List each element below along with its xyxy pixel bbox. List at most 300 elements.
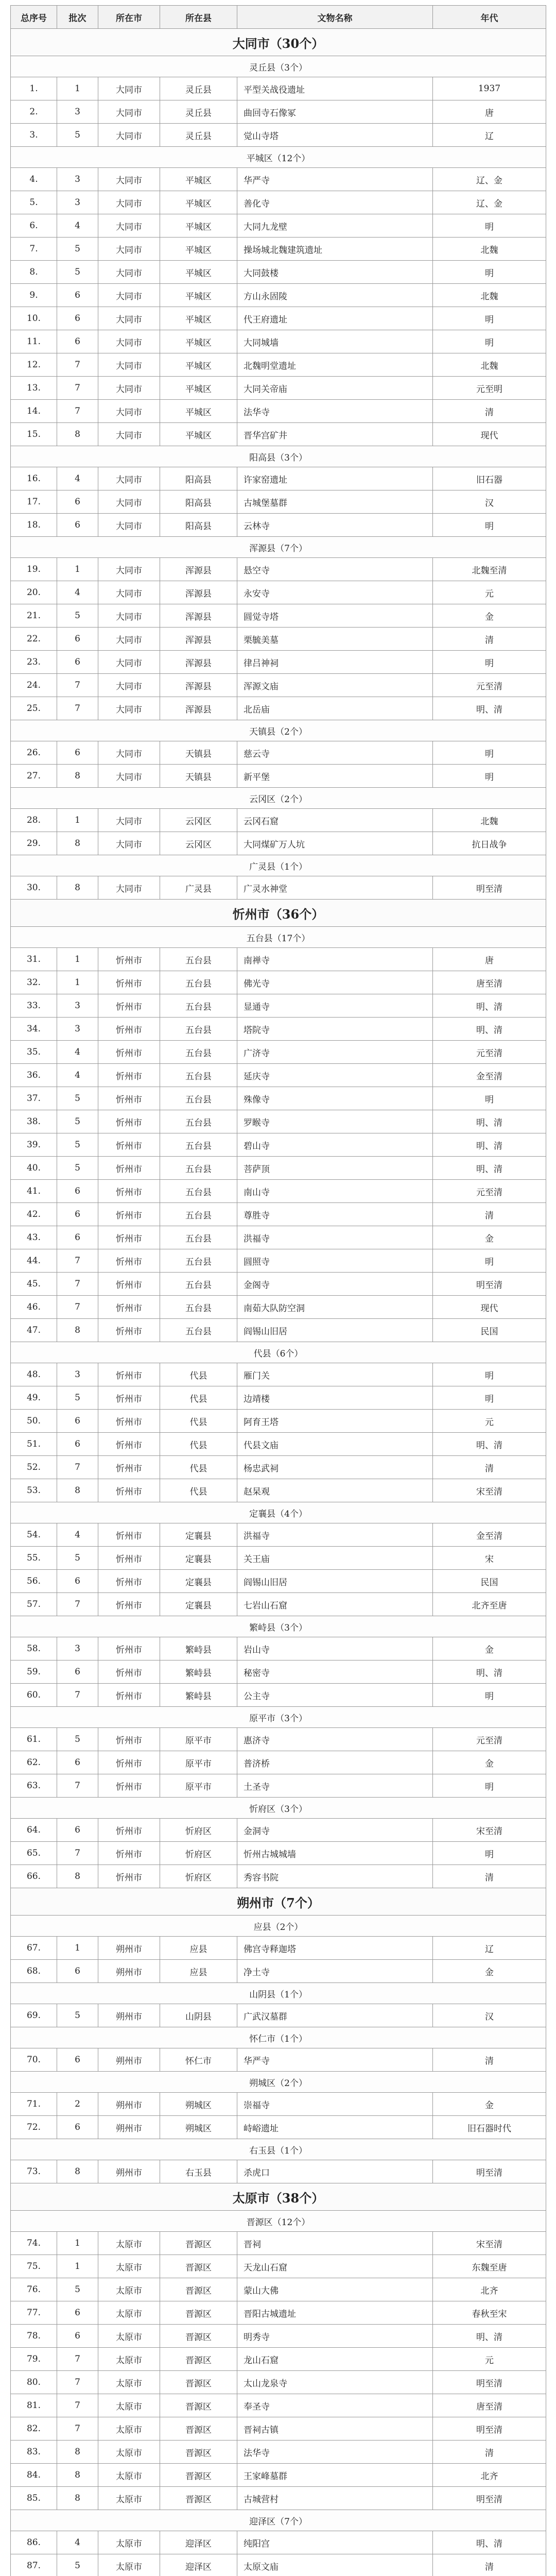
row-index: 74. xyxy=(11,2232,57,2255)
row-batch: 5 xyxy=(57,2554,98,2576)
row-city: 忻州市 xyxy=(98,1456,160,1479)
row-city: 朔州市 xyxy=(98,2160,160,2183)
row-index: 55. xyxy=(11,1547,57,1570)
row-county: 晋源区 xyxy=(160,2394,237,2417)
row-relic-name: 操场城北魏建筑遗址 xyxy=(237,238,433,261)
table-row xyxy=(11,168,546,191)
row-era: 现代 xyxy=(433,1296,546,1319)
row-city: 忻州市 xyxy=(98,1249,160,1273)
row-batch: 6 xyxy=(57,1751,98,1774)
row-county: 平城区 xyxy=(160,330,237,353)
row-era: 北魏至清 xyxy=(433,558,546,581)
row-era: 东魏至唐 xyxy=(433,2255,546,2278)
row-city: 忻州市 xyxy=(98,1087,160,1110)
county-subheader-title: 广灵县（1个） xyxy=(11,855,546,876)
row-county: 五台县 xyxy=(160,1319,237,1342)
row-era: 宋至清 xyxy=(433,1479,546,1502)
table-row xyxy=(11,1249,546,1273)
row-era: 元至清 xyxy=(433,1041,546,1064)
row-relic-name: 纯阳宫 xyxy=(237,2531,433,2554)
county-subheader-title: 阳高县（3个） xyxy=(11,446,546,467)
row-index: 44. xyxy=(11,1249,57,1273)
city-section-title: 忻州市（36个） xyxy=(11,900,546,927)
row-index: 21. xyxy=(11,604,57,628)
row-county: 晋源区 xyxy=(160,2371,237,2394)
row-index: 19. xyxy=(11,558,57,581)
county-subheader xyxy=(11,1916,546,1937)
row-batch: 5 xyxy=(57,124,98,147)
row-era: 明 xyxy=(433,514,546,537)
row-batch: 7 xyxy=(57,1774,98,1798)
table-row xyxy=(11,604,546,628)
row-batch: 4 xyxy=(57,1064,98,1087)
row-batch: 6 xyxy=(57,1226,98,1249)
row-county: 代县 xyxy=(160,1479,237,1502)
row-era: 北齐 xyxy=(433,2278,546,2301)
row-county: 代县 xyxy=(160,1363,237,1386)
table-row xyxy=(11,1960,546,1983)
row-index: 76. xyxy=(11,2278,57,2301)
row-era: 元至清 xyxy=(433,1728,546,1751)
row-county: 晋源区 xyxy=(160,2232,237,2255)
row-city: 忻州市 xyxy=(98,1660,160,1684)
row-city: 忻州市 xyxy=(98,1433,160,1456)
county-subheader xyxy=(11,927,546,948)
row-city: 大同市 xyxy=(98,514,160,537)
row-index: 1. xyxy=(11,77,57,100)
row-relic-name: 永安寺 xyxy=(237,581,433,604)
row-index: 62. xyxy=(11,1751,57,1774)
row-batch: 6 xyxy=(57,2116,98,2139)
header-county: 所在县 xyxy=(160,6,237,29)
row-era: 明至清 xyxy=(433,2487,546,2510)
row-city: 太原市 xyxy=(98,2232,160,2255)
row-index: 80. xyxy=(11,2371,57,2394)
row-relic-name: 古城堡墓群 xyxy=(237,490,433,514)
row-county: 迎泽区 xyxy=(160,2531,237,2554)
row-county: 浑源县 xyxy=(160,581,237,604)
row-index: 6. xyxy=(11,214,57,238)
row-county: 忻府区 xyxy=(160,1842,237,1865)
row-era: 明、清 xyxy=(433,1433,546,1456)
row-era: 明、清 xyxy=(433,2325,546,2348)
row-era: 宋至清 xyxy=(433,2232,546,2255)
city-section-title: 朔州市（7个） xyxy=(11,1888,546,1916)
row-city: 忻州市 xyxy=(98,1637,160,1660)
row-era: 抗日战争 xyxy=(433,832,546,855)
row-city: 忻州市 xyxy=(98,1363,160,1386)
row-relic-name: 明秀寺 xyxy=(237,2325,433,2348)
row-index: 69. xyxy=(11,2004,57,2027)
row-index: 65. xyxy=(11,1842,57,1865)
row-city: 大同市 xyxy=(98,809,160,832)
row-era: 金至清 xyxy=(433,1064,546,1087)
row-index: 45. xyxy=(11,1273,57,1296)
table-row xyxy=(11,1523,546,1547)
row-city: 忻州市 xyxy=(98,1386,160,1410)
row-county: 灵丘县 xyxy=(160,100,237,124)
row-relic-name: 关王庙 xyxy=(237,1547,433,1570)
row-relic-name: 云林寺 xyxy=(237,514,433,537)
row-county: 五台县 xyxy=(160,1226,237,1249)
row-city: 大同市 xyxy=(98,191,160,214)
row-city: 忻州市 xyxy=(98,994,160,1018)
row-era: 北魏 xyxy=(433,238,546,261)
row-relic-name: 南禅寺 xyxy=(237,948,433,971)
table-row xyxy=(11,1433,546,1456)
county-subheader xyxy=(11,2072,546,2093)
row-batch: 1 xyxy=(57,809,98,832)
table-row xyxy=(11,1751,546,1774)
table-row xyxy=(11,1456,546,1479)
row-relic-name: 法华寺 xyxy=(237,400,433,423)
row-county: 五台县 xyxy=(160,1041,237,1064)
row-relic-name: 大同鼓楼 xyxy=(237,261,433,284)
row-index: 50. xyxy=(11,1410,57,1433)
row-city: 朔州市 xyxy=(98,2116,160,2139)
row-relic-name: 大同九龙壁 xyxy=(237,214,433,238)
row-batch: 6 xyxy=(57,628,98,651)
row-batch: 6 xyxy=(57,514,98,537)
row-county: 晋源区 xyxy=(160,2325,237,2348)
row-era: 清 xyxy=(433,1203,546,1226)
row-city: 忻州市 xyxy=(98,1842,160,1865)
row-relic-name: 杀虎口 xyxy=(237,2160,433,2183)
row-city: 忻州市 xyxy=(98,1064,160,1087)
row-index: 79. xyxy=(11,2348,57,2371)
row-era: 金至清 xyxy=(433,1523,546,1547)
row-city: 太原市 xyxy=(98,2441,160,2464)
table-row xyxy=(11,1157,546,1180)
row-city: 大同市 xyxy=(98,377,160,400)
row-county: 五台县 xyxy=(160,1273,237,1296)
row-batch: 1 xyxy=(57,558,98,581)
row-relic-name: 许家窑遗址 xyxy=(237,467,433,490)
row-era: 明至清 xyxy=(433,1273,546,1296)
row-relic-name: 菩萨顶 xyxy=(237,1157,433,1180)
table-row xyxy=(11,1937,546,1960)
row-city: 朔州市 xyxy=(98,1960,160,1983)
row-relic-name: 奉圣寺 xyxy=(237,2394,433,2417)
row-relic-name: 方山永固陵 xyxy=(237,284,433,307)
table-row xyxy=(11,1273,546,1296)
row-county: 天镇县 xyxy=(160,741,237,765)
header-city: 所在市 xyxy=(98,6,160,29)
row-batch: 1 xyxy=(57,1937,98,1960)
row-relic-name: 秀容书院 xyxy=(237,1865,433,1888)
row-era: 明、清 xyxy=(433,1133,546,1157)
row-relic-name: 法华寺 xyxy=(237,2441,433,2464)
table-row xyxy=(11,2004,546,2027)
row-index: 47. xyxy=(11,1319,57,1342)
table-row xyxy=(11,238,546,261)
table-row xyxy=(11,1660,546,1684)
row-city: 忻州市 xyxy=(98,1865,160,1888)
row-index: 48. xyxy=(11,1363,57,1386)
row-era: 明 xyxy=(433,330,546,353)
row-era: 金 xyxy=(433,2093,546,2116)
row-relic-name: 蒙山大佛 xyxy=(237,2278,433,2301)
row-city: 太原市 xyxy=(98,2554,160,2576)
row-county: 五台县 xyxy=(160,1064,237,1087)
row-index: 36. xyxy=(11,1064,57,1087)
row-county: 平城区 xyxy=(160,261,237,284)
row-relic-name: 广济寺 xyxy=(237,1041,433,1064)
row-batch: 7 xyxy=(57,1593,98,1616)
table-row xyxy=(11,971,546,994)
row-batch: 6 xyxy=(57,1203,98,1226)
table-row xyxy=(11,1041,546,1064)
row-city: 大同市 xyxy=(98,284,160,307)
row-relic-name: 晋阳古城遗址 xyxy=(237,2301,433,2325)
table-row xyxy=(11,2093,546,2116)
row-batch: 4 xyxy=(57,214,98,238)
row-city: 大同市 xyxy=(98,467,160,490)
row-index: 40. xyxy=(11,1157,57,1180)
county-subheader xyxy=(11,1616,546,1637)
row-city: 大同市 xyxy=(98,261,160,284)
table-row xyxy=(11,697,546,720)
row-relic-name: 觉山寺塔 xyxy=(237,124,433,147)
row-relic-name: 律吕神祠 xyxy=(237,651,433,674)
table-row xyxy=(11,2464,546,2487)
row-city: 大同市 xyxy=(98,697,160,720)
row-county: 平城区 xyxy=(160,307,237,330)
row-relic-name: 晋祠古镇 xyxy=(237,2417,433,2441)
row-index: 53. xyxy=(11,1479,57,1502)
row-county: 右玉县 xyxy=(160,2160,237,2183)
table-row xyxy=(11,948,546,971)
row-era: 1937 xyxy=(433,77,546,100)
county-subheader-title: 朔城区（2个） xyxy=(11,2072,546,2093)
row-index: 63. xyxy=(11,1774,57,1798)
table-row xyxy=(11,1774,546,1798)
row-relic-name: 圆觉寺塔 xyxy=(237,604,433,628)
row-batch: 6 xyxy=(57,1180,98,1203)
row-relic-name: 古城营村 xyxy=(237,2487,433,2510)
row-county: 浑源县 xyxy=(160,674,237,697)
row-county: 晋源区 xyxy=(160,2441,237,2464)
row-index: 9. xyxy=(11,284,57,307)
row-index: 33. xyxy=(11,994,57,1018)
table-row xyxy=(11,1684,546,1707)
row-index: 77. xyxy=(11,2301,57,2325)
row-index: 31. xyxy=(11,948,57,971)
row-relic-name: 龙山石窟 xyxy=(237,2348,433,2371)
row-era: 明 xyxy=(433,1087,546,1110)
row-era: 明 xyxy=(433,1249,546,1273)
row-index: 82. xyxy=(11,2417,57,2441)
row-batch: 6 xyxy=(57,307,98,330)
row-era: 明、清 xyxy=(433,1110,546,1133)
row-relic-name: 边靖楼 xyxy=(237,1386,433,1410)
row-era: 清 xyxy=(433,1865,546,1888)
row-index: 60. xyxy=(11,1684,57,1707)
row-batch: 7 xyxy=(57,2348,98,2371)
row-city: 忻州市 xyxy=(98,1018,160,1041)
county-subheader xyxy=(11,1342,546,1363)
row-index: 49. xyxy=(11,1386,57,1410)
row-relic-name: 新平堡 xyxy=(237,765,433,788)
row-county: 云冈区 xyxy=(160,809,237,832)
row-era: 明、清 xyxy=(433,2531,546,2554)
county-subheader-title: 天镇县（2个） xyxy=(11,720,546,741)
row-era: 辽、金 xyxy=(433,191,546,214)
row-batch: 5 xyxy=(57,604,98,628)
row-batch: 6 xyxy=(57,1960,98,1983)
county-subheader xyxy=(11,788,546,809)
table-row xyxy=(11,353,546,377)
row-relic-name: 殊像寺 xyxy=(237,1087,433,1110)
row-index: 43. xyxy=(11,1226,57,1249)
row-county: 晋源区 xyxy=(160,2417,237,2441)
row-era: 元 xyxy=(433,2348,546,2371)
row-index: 87. xyxy=(11,2554,57,2576)
row-era: 元至明 xyxy=(433,377,546,400)
row-relic-name: 北岳庙 xyxy=(237,697,433,720)
row-index: 5. xyxy=(11,191,57,214)
row-city: 忻州市 xyxy=(98,1774,160,1798)
row-index: 11. xyxy=(11,330,57,353)
table-row xyxy=(11,1064,546,1087)
row-era: 清 xyxy=(433,2048,546,2072)
row-city: 太原市 xyxy=(98,2371,160,2394)
row-era: 唐 xyxy=(433,100,546,124)
row-index: 14. xyxy=(11,400,57,423)
row-batch: 7 xyxy=(57,1842,98,1865)
county-subheader-title: 晋源区（12个） xyxy=(11,2211,546,2232)
row-county: 代县 xyxy=(160,1386,237,1410)
row-relic-name: 南山寺 xyxy=(237,1180,433,1203)
row-county: 五台县 xyxy=(160,1157,237,1180)
row-city: 忻州市 xyxy=(98,1157,160,1180)
row-batch: 8 xyxy=(57,2487,98,2510)
row-batch: 6 xyxy=(57,1819,98,1842)
row-era: 明、清 xyxy=(433,994,546,1018)
row-index: 12. xyxy=(11,353,57,377)
row-batch: 6 xyxy=(57,490,98,514)
table-row xyxy=(11,124,546,147)
row-index: 38. xyxy=(11,1110,57,1133)
row-batch: 6 xyxy=(57,1660,98,1684)
row-era: 清 xyxy=(433,2554,546,2576)
county-subheader xyxy=(11,855,546,876)
row-relic-name: 太山龙泉寺 xyxy=(237,2371,433,2394)
row-county: 阳高县 xyxy=(160,467,237,490)
row-county: 平城区 xyxy=(160,238,237,261)
table-row xyxy=(11,2232,546,2255)
row-index: 57. xyxy=(11,1593,57,1616)
row-era: 明至清 xyxy=(433,2417,546,2441)
row-relic-name: 代王府遗址 xyxy=(237,307,433,330)
row-index: 51. xyxy=(11,1433,57,1456)
row-city: 太原市 xyxy=(98,2255,160,2278)
county-subheader xyxy=(11,2211,546,2232)
row-county: 忻府区 xyxy=(160,1865,237,1888)
row-county: 五台县 xyxy=(160,1296,237,1319)
row-county: 灵丘县 xyxy=(160,124,237,147)
county-subheader xyxy=(11,720,546,741)
row-city: 忻州市 xyxy=(98,1180,160,1203)
row-city: 大同市 xyxy=(98,604,160,628)
row-city: 大同市 xyxy=(98,741,160,765)
row-county: 代县 xyxy=(160,1410,237,1433)
row-batch: 7 xyxy=(57,1456,98,1479)
city-section-header xyxy=(11,2183,546,2211)
row-city: 大同市 xyxy=(98,168,160,191)
table-row xyxy=(11,2325,546,2348)
table-row xyxy=(11,1133,546,1157)
row-era: 现代 xyxy=(433,423,546,446)
row-county: 平城区 xyxy=(160,214,237,238)
row-index: 35. xyxy=(11,1041,57,1064)
row-index: 81. xyxy=(11,2394,57,2417)
row-county: 广灵县 xyxy=(160,876,237,900)
row-city: 太原市 xyxy=(98,2531,160,2554)
table-row xyxy=(11,1296,546,1319)
row-city: 忻州市 xyxy=(98,1226,160,1249)
table-row xyxy=(11,741,546,765)
row-county: 五台县 xyxy=(160,994,237,1018)
table-row xyxy=(11,2531,546,2554)
row-era: 北魏 xyxy=(433,353,546,377)
row-index: 3. xyxy=(11,124,57,147)
table-row xyxy=(11,1865,546,1888)
row-county: 定襄县 xyxy=(160,1570,237,1593)
row-era: 金 xyxy=(433,604,546,628)
row-city: 忻州市 xyxy=(98,1570,160,1593)
row-era: 明、清 xyxy=(433,697,546,720)
row-relic-name: 显通寺 xyxy=(237,994,433,1018)
row-relic-name: 塔院寺 xyxy=(237,1018,433,1041)
row-relic-name: 代县文庙 xyxy=(237,1433,433,1456)
row-batch: 3 xyxy=(57,1018,98,1041)
city-section-title: 大同市（30个） xyxy=(11,29,546,56)
row-index: 16. xyxy=(11,467,57,490)
county-subheader-title: 繁峙县（3个） xyxy=(11,1616,546,1637)
row-batch: 1 xyxy=(57,77,98,100)
row-index: 18. xyxy=(11,514,57,537)
row-county: 浑源县 xyxy=(160,651,237,674)
row-county: 五台县 xyxy=(160,1180,237,1203)
row-index: 17. xyxy=(11,490,57,514)
row-batch: 7 xyxy=(57,353,98,377)
row-era: 汉 xyxy=(433,2004,546,2027)
row-county: 应县 xyxy=(160,1960,237,1983)
row-city: 大同市 xyxy=(98,490,160,514)
row-relic-name: 大同煤矿万人坑 xyxy=(237,832,433,855)
row-batch: 7 xyxy=(57,674,98,697)
row-city: 太原市 xyxy=(98,2278,160,2301)
row-index: 72. xyxy=(11,2116,57,2139)
row-batch: 3 xyxy=(57,1637,98,1660)
table-row xyxy=(11,832,546,855)
row-index: 56. xyxy=(11,1570,57,1593)
table-row xyxy=(11,2255,546,2278)
row-county: 原平市 xyxy=(160,1751,237,1774)
row-batch: 2 xyxy=(57,2093,98,2116)
row-city: 忻州市 xyxy=(98,1751,160,1774)
table-row xyxy=(11,400,546,423)
row-county: 怀仁市 xyxy=(160,2048,237,2072)
row-batch: 8 xyxy=(57,2441,98,2464)
row-county: 浑源县 xyxy=(160,628,237,651)
row-batch: 7 xyxy=(57,697,98,720)
table-row xyxy=(11,628,546,651)
row-era: 明、清 xyxy=(433,1018,546,1041)
row-index: 39. xyxy=(11,1133,57,1157)
row-index: 52. xyxy=(11,1456,57,1479)
